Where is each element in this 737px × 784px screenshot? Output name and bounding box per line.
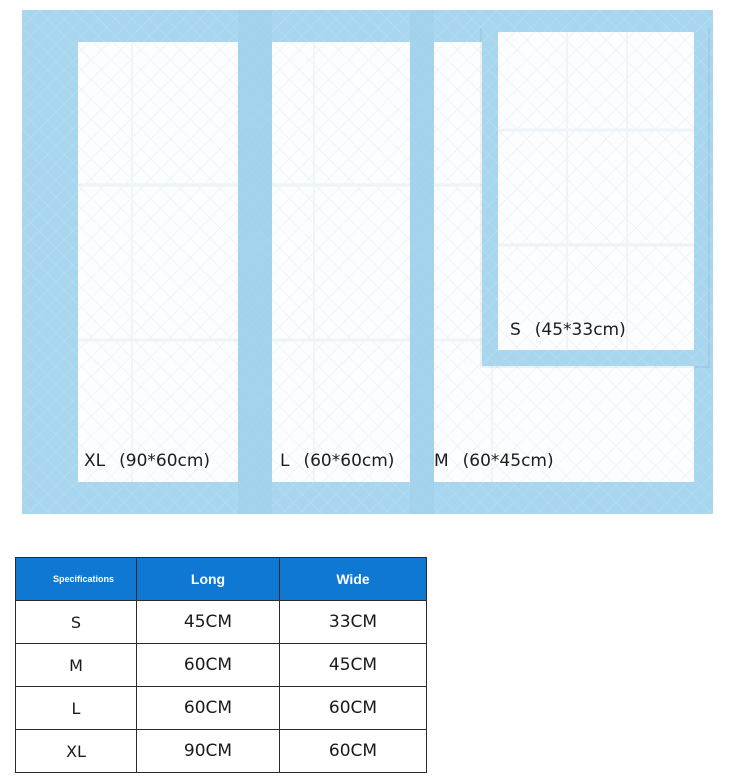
specifications-table	[15, 557, 430, 773]
header-long: Long	[137, 558, 280, 601]
pad-m-size: M	[434, 451, 449, 471]
row-wide: 60CM	[280, 687, 427, 730]
pad-l-size: L	[280, 451, 290, 471]
pad-xl-label	[84, 451, 210, 471]
row-long: 45CM	[137, 601, 280, 644]
table-header-row	[16, 558, 430, 601]
product-photo	[22, 10, 713, 514]
row-size: XL	[16, 730, 137, 773]
row-size: L	[16, 687, 137, 730]
table-edge	[427, 558, 430, 601]
pad-xl-dims: (90*60cm)	[119, 451, 211, 471]
pad-s-size: S	[510, 320, 521, 340]
row-long: 60CM	[137, 644, 280, 687]
row-wide: 60CM	[280, 730, 427, 773]
row-long: 60CM	[137, 687, 280, 730]
pad-s-dims: (45*33cm)	[534, 320, 626, 340]
table-edge	[427, 644, 430, 687]
pad-xl-size: XL	[84, 451, 106, 471]
table-edge	[427, 601, 430, 644]
pad-l	[272, 42, 410, 482]
table-edge	[427, 687, 430, 730]
table-row	[16, 730, 430, 773]
header-wide: Wide	[280, 558, 427, 601]
pad-m-dims: (60*45cm)	[462, 451, 554, 471]
row-size: S	[16, 601, 137, 644]
table-row	[16, 644, 430, 687]
table-row	[16, 687, 430, 730]
pad-l-dims: (60*60cm)	[303, 451, 395, 471]
row-size: M	[16, 644, 137, 687]
table-edge	[427, 730, 430, 773]
row-long: 90CM	[137, 730, 280, 773]
table-row	[16, 601, 430, 644]
pad-xl	[78, 42, 238, 482]
header-specifications: Specifications	[16, 558, 137, 601]
row-wide: 45CM	[280, 644, 427, 687]
row-wide: 33CM	[280, 601, 427, 644]
pad-s	[480, 26, 710, 368]
